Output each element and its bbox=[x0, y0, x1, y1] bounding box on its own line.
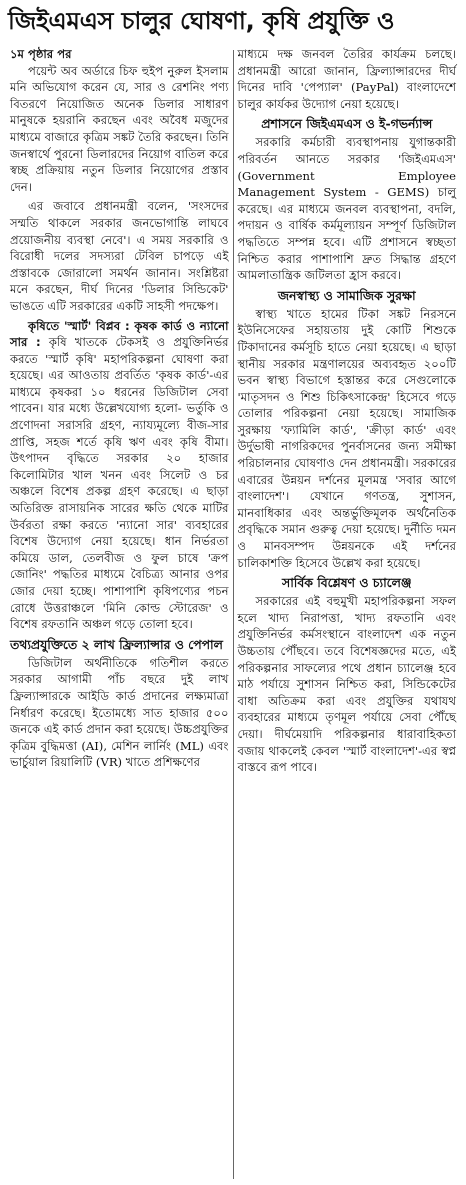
article-columns bbox=[0, 46, 466, 1185]
left-column bbox=[6, 46, 233, 1185]
paragraph: সরকারি কর্মচারী ব্যবস্থাপনায় যুগান্তকারী পরিবর্তন আনতে সরকার 'জিইএমএস' (Government Employee Management System - GEMS) চালু করেছে। এর মাধ্যমে জনবল ব্যবস্থাপনা, বদলি, পদায়ন ও বার্ষিক কর্মমূল্যায়ন সম্পূর্ণ ডিজিটাল পদ্ধতিতে সম্পন্ন হবে। এটি প্রশাসনে স্বচ্ছতা নিশ্চিত করার পাশাপাশি দ্রুত সিদ্ধান্ত গ্রহণে আমলাতান্ত্রিক জটিলতা হ্রাস করবে। bbox=[237, 135, 456, 283]
headline: জিইএমএস চালুর ঘোষণা, কৃষি প্রযুক্তি ও bbox=[8, 7, 395, 35]
run-in-heading: কৃষিতে 'স্মার্ট' বিপ্লব : কৃষক কার্ড ও ন্যানো সার : bbox=[10, 318, 229, 350]
paragraph: স্বাস্থ্য খাতে হামের টিকা সঙ্কট নিরসনে ইউনিসেফের সহায়তায় দুই কোটি শিশুকে টিকাদানের কর্মসূচি হাতে নেয়া হয়েছে। এ ছাড়া স্থানীয় সরকার মন্ত্রণালয়ের অব্যবহৃত ২০০টি ভবন স্বাস্থ্য বিভাগে হস্তান্তর করে সেগুলোকে 'মাতৃসদন ও শিশু চিকিৎসাকেন্দ্র' হিসেবে গড়ে তোলার পরিকল্পনা নেয়া হয়েছে। সামাজিক সুরক্ষায় 'ফ্যামিলি কার্ড', 'ক্রীড়া কার্ড' এবং উর্দুভাষী নাগরিকদের পুনর্বাসনের জন্য সমীক্ষা পরিচালনার ঘোষণাও দেন প্রধানমন্ত্রী। সরকারের এবারের উন্নয়ন দর্শনের মূলমন্ত্র 'সবার আগে বাংলাদেশ'। যেখানে গণতন্ত্র, সুশাসন, মানবাধিকার এবং অন্তর্ভুক্তিমূলক অর্থনৈতিক প্রবৃদ্ধিকে সমান গুরুত্ব দেয়া হয়েছে। দুর্নীতি দমন ও মানবসম্পদ উন্নয়নকে এই দর্শনের চালিকাশক্তি হিসেবে উল্লেখ করা হয়েছে। bbox=[237, 306, 456, 570]
paragraph: এর জবাবে প্রধানমন্ত্রী বলেন, 'সংসদের সম্মতি থাকলে সরকার জনভোগান্তি লাঘবে প্রয়োজনীয় ব্যবস্থা নেবে'। এ সময় সরকারি ও বিরোধী দলের সদস্যরা টেবিল চাপড়ে এই প্রস্তাবকে জোরালো সমর্থন জানান। সংশ্লিষ্টরা মনে করছেন, দীর্ঘ দিনের 'ডিলার সিন্ডিকেট' ভাঙতে এটি সরকারের একটি সাহসী পদক্ষেপ। bbox=[10, 199, 229, 313]
paragraph: সরকারের এই বহুমুখী মহাপরিকল্পনা সফল হলে খাদ্য নিরাপত্তা, খাদ্য রফতানি এবং প্রযুক্তিনির্ভর কর্মসংস্থানে বাংলাদেশ এক নতুন উচ্চতায় পৌঁছবে। তবে বিশেষজ্ঞদের মতে, এই পরিকল্পনার সাফল্যের পথে প্রধান চ্যালেঞ্জ হবে মাঠ পর্যায়ে সুশাসন নিশ্চিত করা, সিন্ডিকেটের বাধা অতিক্রম করা এবং প্রযুক্তির যথাযথ ব্যবহারের মাধ্যমে তৃণমূল পর্যায়ে সেবা পৌঁছে দেয়া। দীর্ঘমেয়াদি পরিকল্পনার ধারাবাহিকতা বজায় থাকলেই কেবল 'স্মার্ট বাংলাদেশ'-এর স্বপ্ন বাস্তবে রূপ পাবে। bbox=[237, 594, 456, 775]
section-heading: জনস্বাস্থ্য ও সামাজিক সুরক্ষা bbox=[277, 287, 416, 303]
section-heading: প্রশাসনে জিইএমএস ও ই-গভর্ন্যান্স bbox=[261, 116, 433, 132]
paragraph: ডিজিটাল অর্থনীতিকে গতিশীল করতে সরকার আগামী পাঁচ বছরে দুই লাখ ফ্রিল্যান্সারকে আইডি কার্ড প্রদানের লক্ষ্যমাত্রা নির্ধারণ করেছে। ইতোমধ্যে সাত হাজার ৫০০ জনকে এই কার্ড প্রদান করা হয়েছে। উচ্চপ্রযুক্তির কৃত্রিম বুদ্ধিমত্তা (AI), মেশিন লার্নিং (ML) এবং ভার্চুয়াল রিয়ালিটি (VR) খাতে প্রশিক্ষণের bbox=[10, 655, 229, 770]
paragraph: পয়েন্ট অব অর্ডারে চিফ হুইপ নুরুল ইসলাম মনি অভিযোগ করেন যে, সার ও রেশনিং পণ্য বিতরণে নিয়োজিত অনেক ডিলার সাধারণ মানুষকে হয়রানি করছেন এবং অবৈধ মজুদের মাধ্যমে বাজারে কৃত্রিম সঙ্কট তৈরি করছেন। তিনি জনস্বার্থে পুরনো ডিলারদের নিয়োগ বাতিল করে স্বচ্ছ প্রক্রিয়ায় নতুন ডিলার নিয়োগের প্রস্তাব দেন। bbox=[10, 63, 229, 194]
right-column bbox=[234, 46, 461, 1185]
paragraph-body: কৃষি খাতকে টেকসই ও প্রযুক্তিনির্ভর করতে 'স্মার্ট কৃষি' মহাপরিকল্পনা ঘোষণা করা হয়েছে। এর আওতায় প্রবর্তিত 'কৃষক কার্ড'-এর মাধ্যমে কৃষকরা ১০ ধরনের ডিজিটাল সেবা পাবেন। যার মধ্যে উল্লেখযোগ্য হলো- ভর্তুকি ও প্রণোদনা সরাসরি গ্রহণ, ন্যায্যমূল্যে বীজ-সার প্রাপ্তি, সহজ শর্তে কৃষি ঋণ এবং কৃষি বীমা। উৎপাদন বৃদ্ধিতে সরকার ২০ হাজার কিলোমিটার খাল খনন এবং সিলেট ও চর অঞ্চলে বিশেষ প্রকল্প গ্রহণ করেছে। এ ছাড়া অতিরিক্ত রাসায়নিক সারের ক্ষতি থেকে মাটির উর্বরতা রক্ষা করতে 'ন্যানো সার' ব্যবহারের বিশেষ উদ্যোগ নেয়া হয়েছে। ধান নির্ভরতা কমিয়ে ডাল, তেলবীজ ও ফুল চাষে 'ক্রপ জোনিং' পদ্ধতির মাধ্যমে বৈচিত্র্য আনার ওপর জোর দেয়া হচ্ছে। পাশাপাশি কৃষিপণ্যের পচন রোধে উত্তরাঞ্চলে 'মিনি কোল্ড স্টোরেজ' ও বিশেষ রফতানি অঞ্চল গড়ে তোলা হবে। bbox=[10, 335, 229, 632]
paragraph: মাধ্যমে দক্ষ জনবল তৈরির কার্যক্রম চলছে। প্রধানমন্ত্রী আরো জানান, ফ্রিল্যান্সারদের দীর্ঘ দিনের দাবি 'পেপ্যাল' (PayPal) বাংলাদেশে চালুর কার্যকর উদ্যোগ নেয়া হয়েছে। bbox=[237, 47, 456, 111]
section-heading: তথ্যপ্রযুক্তিতে ২ লাখ ফ্রিল্যান্সার ও পেপাল bbox=[10, 636, 223, 652]
section-heading: সার্বিক বিশ্লেষণ ও চ্যালেঞ্জ bbox=[282, 575, 412, 591]
continued-from-label: ১ম পৃষ্ঠার পর bbox=[10, 47, 72, 61]
agriculture-paragraph bbox=[10, 318, 229, 633]
